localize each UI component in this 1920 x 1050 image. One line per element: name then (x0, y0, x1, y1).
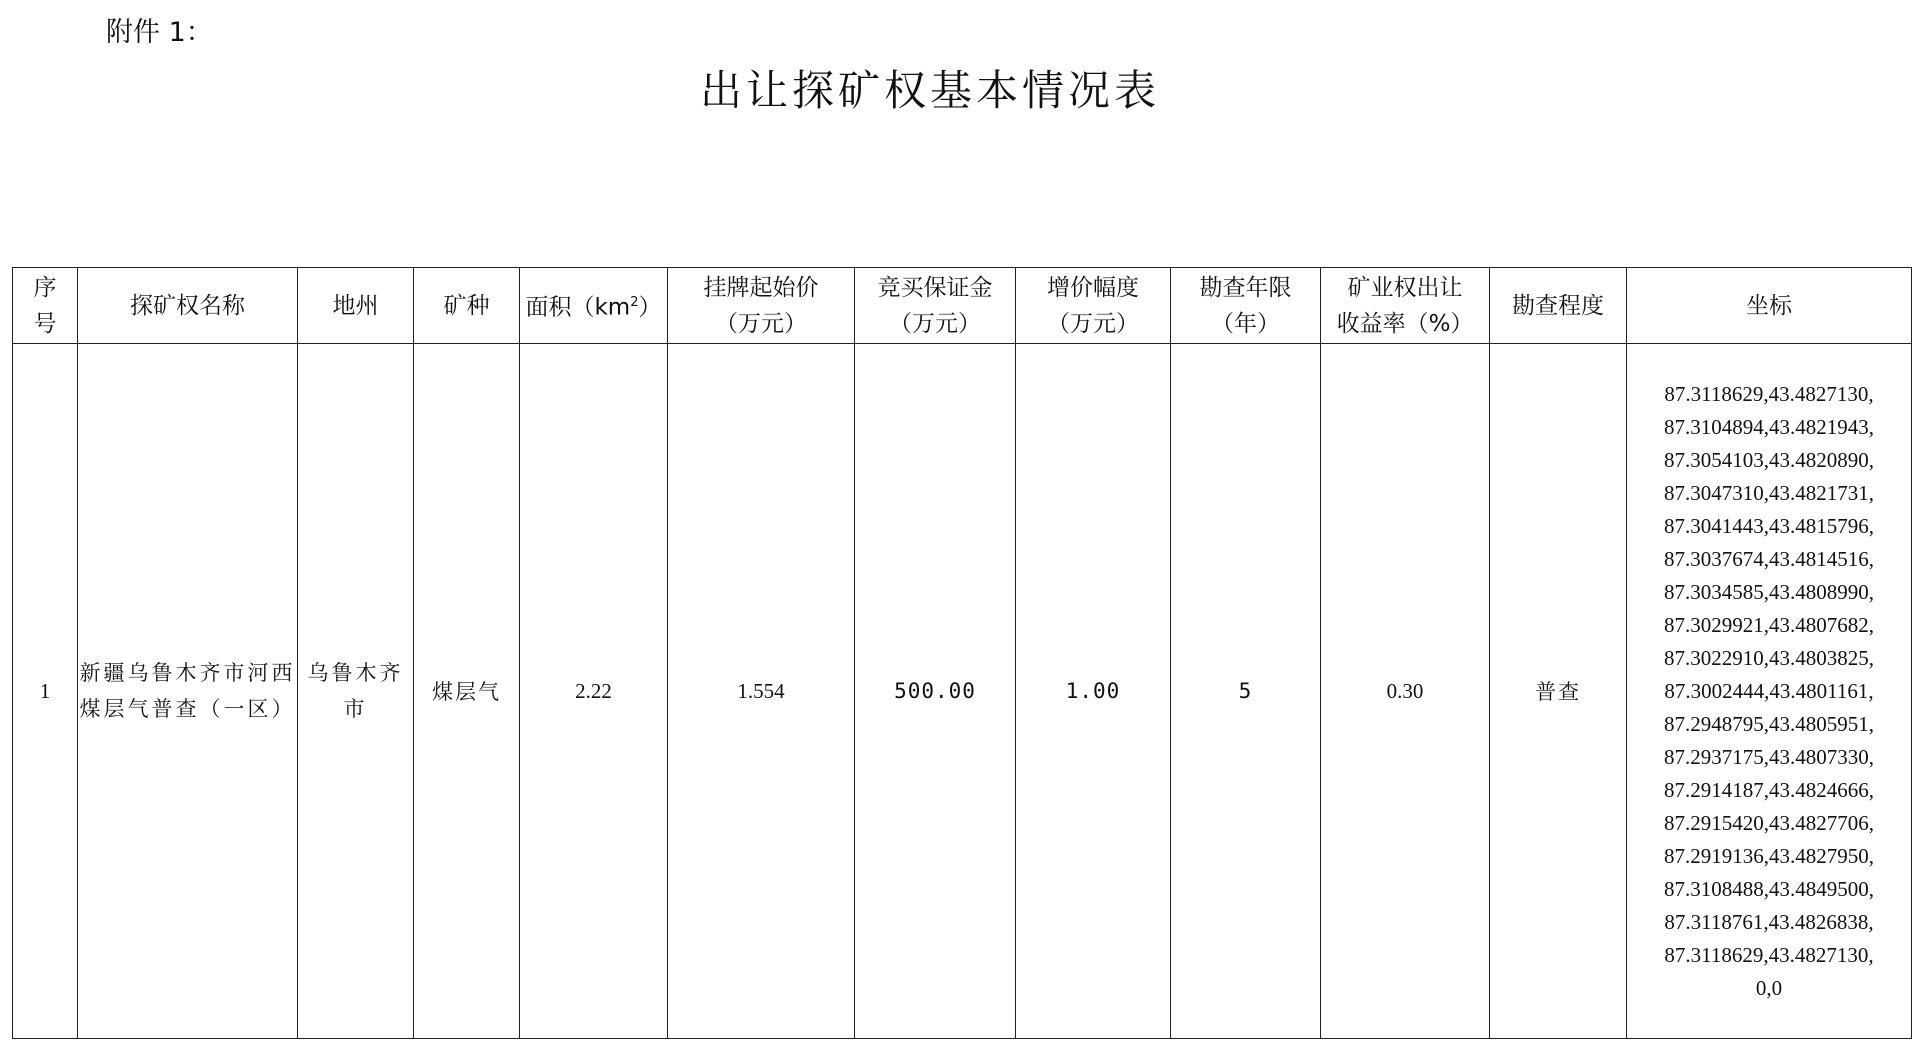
cell-exploration-level: 普查 (1490, 344, 1627, 1039)
coordinate-line: 87.2914187,43.4824666, (1664, 777, 1874, 802)
coordinate-line: 87.3029921,43.4807682, (1664, 612, 1874, 637)
header-revenue-rate: 矿业权出让 收益率（%） (1321, 268, 1490, 344)
coordinate-line: 87.3108488,43.4849500, (1664, 876, 1874, 901)
header-coordinates: 坐标 (1627, 268, 1912, 344)
cell-start-price: 1.554 (668, 344, 855, 1039)
header-name: 探矿权名称 (78, 268, 298, 344)
coordinate-line: 0,0 (1755, 975, 1783, 1000)
exploration-rights-table (12, 267, 1912, 1039)
cell-name: 新疆乌鲁木齐市河西煤层气普查（一区） (78, 344, 298, 1039)
coordinate-line: 87.3022910,43.4803825, (1664, 645, 1874, 670)
coordinate-line: 87.3034585,43.4808990, (1664, 579, 1874, 604)
header-seq: 序 号 (13, 268, 78, 344)
header-region: 地州 (298, 268, 414, 344)
cell-deposit: 500.00 (855, 344, 1016, 1039)
cell-increment: 1.00 (1016, 344, 1171, 1039)
header-exploration-level: 勘查程度 (1490, 268, 1627, 344)
cell-region: 乌鲁木齐市 (298, 344, 414, 1039)
coordinate-line: 87.3118629,43.4827130, (1664, 381, 1874, 406)
coordinate-line: 87.3047310,43.4821731, (1664, 480, 1874, 505)
coordinate-line: 87.3054103,43.4820890, (1664, 447, 1874, 472)
header-deposit: 竞买保证金 （万元） (855, 268, 1016, 344)
coordinate-line: 87.3037674,43.4814516, (1664, 546, 1874, 571)
coordinate-line: 87.3002444,43.4801161, (1664, 678, 1874, 703)
table-row (13, 344, 1912, 1039)
header-start-price: 挂牌起始价 （万元） (668, 268, 855, 344)
coordinate-line: 87.2948795,43.4805951, (1664, 711, 1874, 736)
page-title: 出让探矿权基本情况表 (699, 66, 1160, 115)
coordinate-line: 87.3104894,43.4821943, (1664, 414, 1874, 439)
cell-coordinates (1627, 344, 1912, 1039)
header-mineral: 矿种 (414, 268, 520, 344)
cell-mineral: 煤层气 (414, 344, 520, 1039)
header-area: 面积$(km^2)$ (520, 268, 668, 344)
header-period: 勘查年限 （年） (1171, 268, 1321, 344)
cell-revenue-rate: 0.30 (1321, 344, 1490, 1039)
cell-area: 2.22 (520, 344, 668, 1039)
attachment-label: 附件 1： (106, 17, 213, 48)
coordinate-line: 87.3118629,43.4827130, (1664, 942, 1874, 967)
coordinate-line: 87.3118761,43.4826838, (1664, 909, 1874, 934)
coordinate-line: 87.2915420,43.4827706, (1664, 810, 1874, 835)
cell-period: 5 (1171, 344, 1321, 1039)
table-header-row (13, 268, 1912, 344)
coordinate-line: 87.2919136,43.4827950, (1664, 843, 1874, 868)
cell-seq: 1 (13, 344, 78, 1039)
coordinate-line: 87.3041443,43.4815796, (1664, 513, 1874, 538)
header-increment: 增价幅度 （万元） (1016, 268, 1171, 344)
coordinate-line: 87.2937175,43.4807330, (1664, 744, 1874, 769)
